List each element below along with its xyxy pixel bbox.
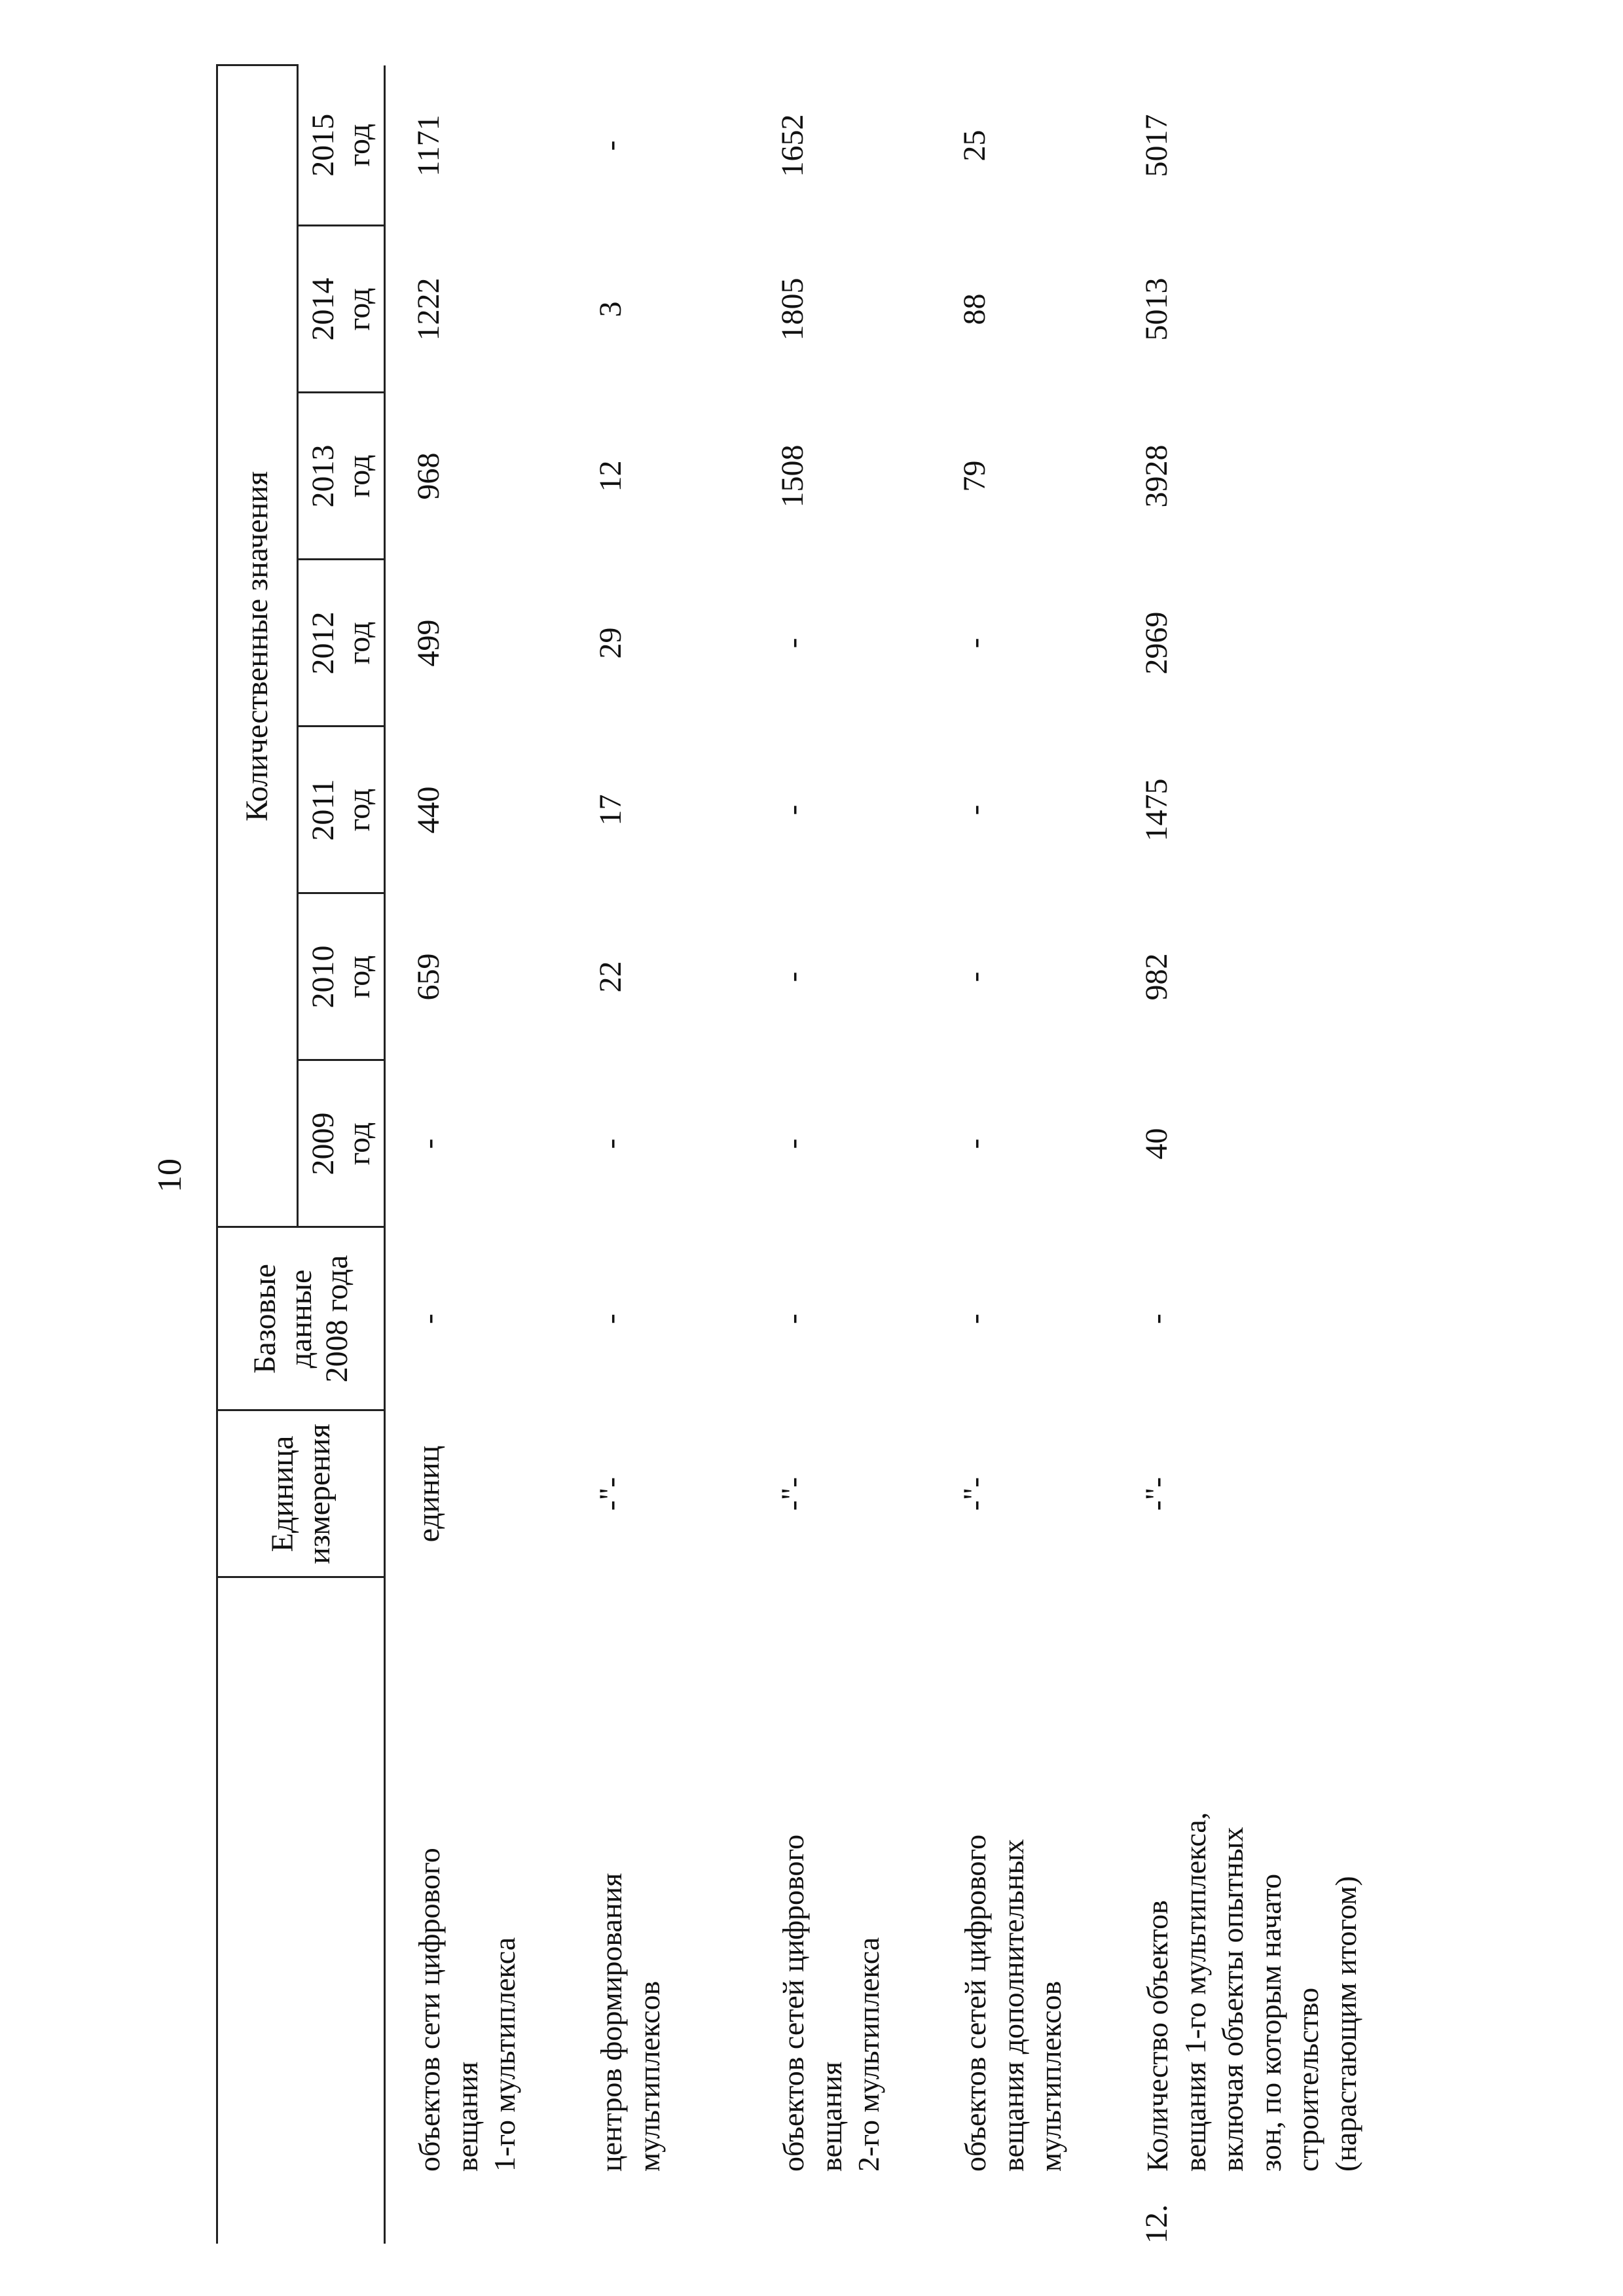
value-2015: 25 (957, 130, 992, 162)
row-description: объектов сетей цифрового вещания 2-го мультиплекса (776, 1834, 885, 2172)
value-2009: - (957, 1138, 992, 1149)
row-base: - (957, 1314, 992, 1324)
value-2011: 1475 (1139, 778, 1174, 842)
value-2013: 968 (411, 452, 446, 500)
value-2009: - (775, 1138, 810, 1149)
row-base: - (1139, 1314, 1174, 1324)
value-2015: 1171 (411, 115, 446, 177)
row-base: - (411, 1314, 446, 1324)
indicators-table (216, 64, 1368, 2244)
row-description: центров формирования мультиплексов (594, 1873, 666, 2172)
value-2009: - (593, 1138, 628, 1149)
value-2011: - (957, 804, 992, 816)
row-number (775, 2172, 888, 2244)
header-year-2013: 2013 год (298, 393, 385, 560)
value-2013: 1508 (775, 444, 810, 508)
value-2014: 5013 (1139, 278, 1174, 341)
value-2013: 3928 (1139, 444, 1174, 508)
value-2011: - (775, 804, 810, 816)
table-row (750, 65, 932, 2244)
row-base: - (593, 1314, 628, 1324)
page-number: 10 (151, 1158, 189, 1193)
value-2012: - (957, 637, 992, 649)
value-2010: 982 (1139, 953, 1174, 1001)
value-2014: 1222 (411, 278, 446, 341)
value-2015: 1652 (775, 114, 810, 177)
row-base: - (775, 1314, 810, 1324)
row-number (593, 2172, 668, 2244)
value-2013: 79 (957, 460, 992, 492)
row-unit: -"- (1139, 1477, 1174, 1511)
row-number: 12. (1139, 2204, 1174, 2244)
header-year-2009: 2009 год (298, 1060, 385, 1227)
header-description-cell (217, 1577, 385, 2244)
row-number (410, 2172, 524, 2244)
header-unit: Единица измерения (217, 1410, 385, 1577)
row-unit: -"- (775, 1477, 810, 1511)
row-description-cell (568, 1577, 750, 2244)
table-row (568, 65, 750, 2244)
row-description: объектов сети цифрового вещания 1-го мультиплекса (412, 1848, 521, 2172)
value-2010: - (957, 971, 992, 982)
row-description-cell (932, 1577, 1114, 2244)
value-2012: - (775, 637, 810, 649)
header-year-2011: 2011 год (298, 726, 385, 893)
header-base-data: Базовые данные 2008 года (217, 1227, 385, 1410)
header-year-2014: 2014 год (298, 226, 385, 393)
value-2012: 499 (411, 619, 446, 667)
table-row (385, 65, 568, 2244)
table-row (932, 65, 1114, 2244)
rotated-table-container (216, 65, 1388, 2244)
value-2013: 12 (593, 460, 628, 492)
value-2010: - (775, 971, 810, 982)
value-2014: 88 (957, 293, 992, 325)
value-2015: - (593, 140, 628, 151)
value-2012: 29 (593, 627, 628, 659)
value-2010: 22 (593, 961, 628, 993)
row-unit: -"- (957, 1477, 992, 1511)
header-year-2015: 2015 год (298, 65, 385, 226)
value-2011: 17 (593, 794, 628, 826)
row-unit: единиц (411, 1445, 446, 1543)
row-number (957, 2172, 1070, 2244)
value-2011: 440 (411, 786, 446, 834)
header-row-1 (217, 65, 298, 2244)
header-year-2010: 2010 год (298, 893, 385, 1060)
value-2012: 2969 (1139, 611, 1174, 675)
table-row (1114, 65, 1368, 2244)
row-description: Количество объектов вещания 1-го мультиплекса, включая объекты опытных зон, по которым начато строительство (нарастающим итогом) (1140, 1812, 1362, 2172)
value-2009: - (411, 1138, 446, 1149)
value-2015: 5017 (1139, 114, 1174, 177)
row-description-cell (1114, 1577, 1368, 2244)
header-quantitative-values: Количественные значения (217, 65, 298, 1227)
row-unit: -"- (593, 1477, 628, 1511)
value-2014: 1805 (775, 278, 810, 341)
row-description-cell (750, 1577, 932, 2244)
value-2010: 659 (411, 953, 446, 1001)
header-year-2012: 2012 год (298, 560, 385, 726)
row-description: объектов сетей цифрового вещания дополнительных мультиплексов (958, 1834, 1067, 2172)
value-2009: 40 (1139, 1128, 1174, 1160)
row-description-cell (385, 1577, 568, 2244)
value-2014: 3 (593, 301, 628, 317)
